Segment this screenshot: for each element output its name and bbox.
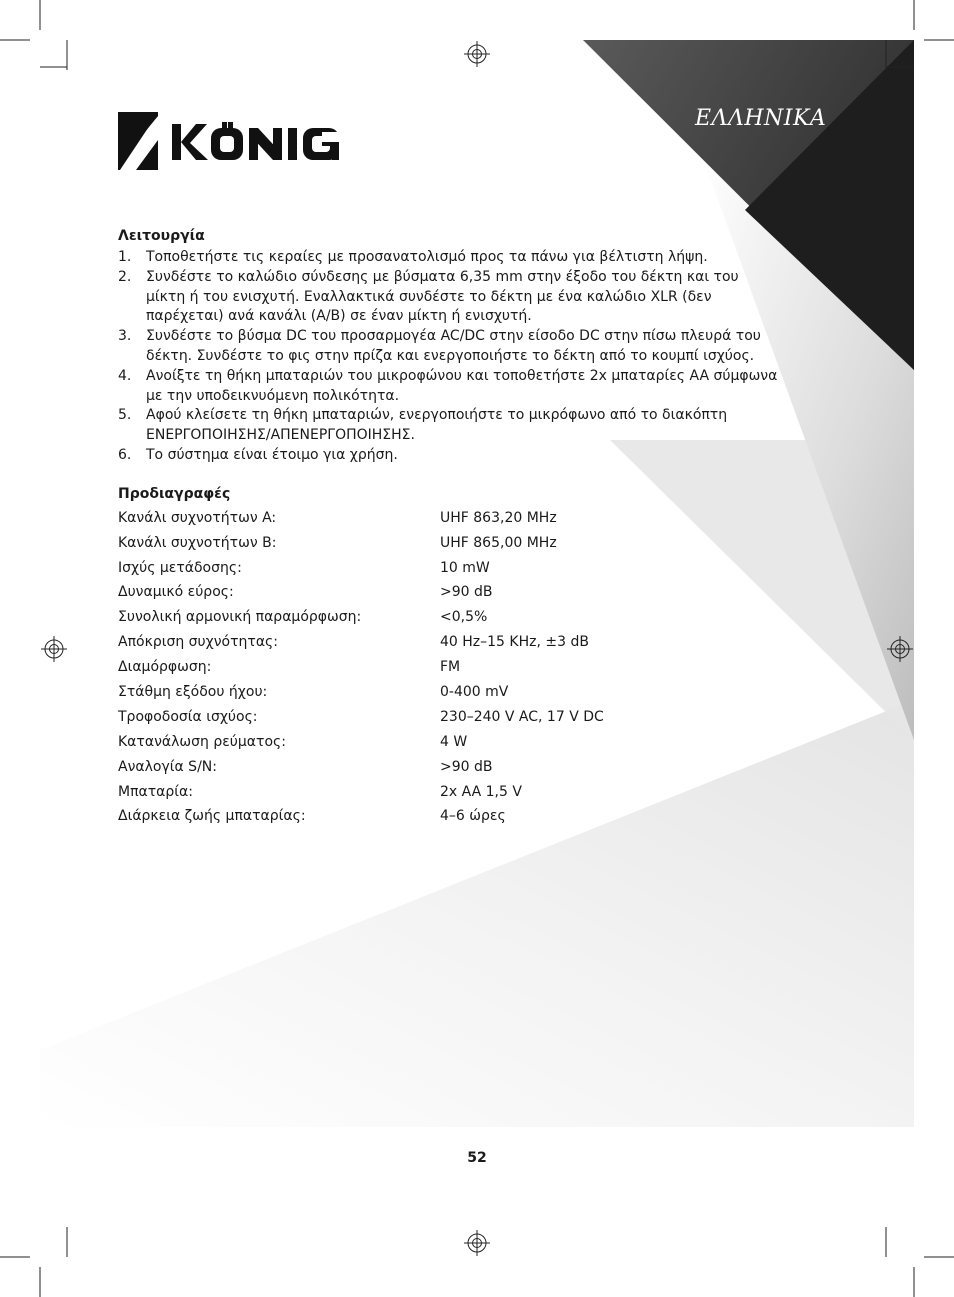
operation-heading: Λειτουργία xyxy=(118,228,205,244)
spec-label: Κανάλι συχνοτήτων A: xyxy=(118,509,277,526)
table-row xyxy=(118,680,778,705)
step-number: 2. xyxy=(118,268,132,285)
specifications-table xyxy=(118,506,778,830)
step-text: Αφού κλείσετε τη θήκη μπαταριών, ενεργοποιήστε το μικρόφωνο από το διακόπτη ΕΝΕΡΓΟΠΟΙΗΣΗΣ/ΑΠΕΝΕΡΓΟΠΟΙΗΣΗΣ. xyxy=(146,407,728,444)
konig-logo xyxy=(118,112,343,172)
registration-mark-bottom xyxy=(464,1230,490,1256)
spec-value: 10 mW xyxy=(440,559,490,576)
table-row xyxy=(118,705,778,730)
spec-value: UHF 863,20 MHz xyxy=(440,509,557,526)
step-text: Συνδέστε το βύσμα DC του προσαρμογέα AC/DC στην είσοδο DC στην πίσω πλευρά του δέκτη. Συνδέστε το φις στην πρίζα και ενεργοποιήστε το δέκτη από το κουμπί ισχύος. xyxy=(146,328,761,364)
spec-label: Δυναμικό εύρος: xyxy=(118,584,234,601)
list-item xyxy=(118,327,778,367)
registration-mark-top xyxy=(464,41,490,67)
spec-label: Τροφοδοσία ισχύος: xyxy=(118,708,258,725)
spec-value: 0-400 mV xyxy=(440,684,509,700)
spec-value: 4–6 ώρες xyxy=(440,808,506,825)
spec-value: 2x AA 1,5 V xyxy=(440,783,522,800)
step-text: Ανοίξτε τη θήκη μπαταριών του μικροφώνου και τοποθετήστε 2x μπαταρίες AA σύμφωνα με την υποδεικνυόμενη πολικότητα. xyxy=(146,367,778,404)
list-item xyxy=(118,248,778,268)
step-number: 6. xyxy=(118,446,132,463)
spec-value: UHF 865,00 MHz xyxy=(440,534,557,551)
step-text: Το σύστημα είναι έτοιμο για χρήση. xyxy=(146,446,398,463)
spec-label: Αναλογία S/N: xyxy=(118,758,217,775)
spec-label: Μπαταρία: xyxy=(118,783,193,800)
spec-value: <0,5% xyxy=(440,609,488,626)
table-row xyxy=(118,804,778,829)
spec-label: Διάρκεια ζωής μπαταρίας: xyxy=(118,808,306,825)
spec-value: >90 dB xyxy=(440,758,493,775)
table-row xyxy=(118,580,778,605)
list-item xyxy=(118,446,778,466)
table-row xyxy=(118,755,778,780)
spec-value: 40 Hz–15 KHz, ±3 dB xyxy=(440,634,589,651)
table-row xyxy=(118,655,778,680)
specifications-heading: Προδιαγραφές xyxy=(118,485,231,502)
main-content xyxy=(118,224,778,829)
table-row xyxy=(118,556,778,581)
spec-value: 230–240 V AC, 17 V DC xyxy=(440,708,604,725)
language-label: ΕΛΛΗΝΙΚΑ xyxy=(695,106,827,131)
step-number: 1. xyxy=(118,249,132,265)
step-text: Συνδέστε το καλώδιο σύνδεσης με βύσματα 6,35 mm στην έξοδο του δέκτη και του μίκτη ή του ενισχυτή. Εναλλακτικά συνδέστε το δέκτη με ένα καλώδιο XLR (δεν παρέχεται) ανά κανάλι (A/B) σε έναν μίκτη ή ενισχυτή. xyxy=(146,268,739,325)
registration-mark-left xyxy=(41,636,67,662)
spec-label: Απόκριση συχνότητας: xyxy=(118,634,278,651)
step-number: 3. xyxy=(118,328,132,345)
table-row xyxy=(118,506,778,531)
spec-label: Κατανάλωση ρεύματος: xyxy=(118,733,286,750)
table-row xyxy=(118,780,778,805)
list-item xyxy=(118,268,778,327)
spec-label: Ισχύς μετάδοσης: xyxy=(118,559,242,576)
spec-value: >90 dB xyxy=(440,584,493,601)
list-item xyxy=(118,367,778,407)
step-text: Τοποθετήστε τις κεραίες με προσανατολισμό προς τα πάνω για βέλτιστη λήψη. xyxy=(146,249,708,265)
spec-label: Κανάλι συχνοτήτων B: xyxy=(118,534,277,551)
spec-label: Διαμόρφωση: xyxy=(118,659,212,676)
page-number: 52 xyxy=(467,1150,487,1166)
operation-steps xyxy=(118,248,778,466)
table-row xyxy=(118,730,778,755)
spec-value: 4 W xyxy=(440,733,468,750)
table-row xyxy=(118,531,778,556)
table-row xyxy=(118,630,778,655)
table-row xyxy=(118,605,778,630)
spec-label: Συνολική αρμονική παραμόρφωση: xyxy=(118,609,362,626)
step-number: 5. xyxy=(118,407,132,424)
spec-label: Στάθμη εξόδου ήχου: xyxy=(118,684,268,700)
list-item xyxy=(118,406,778,446)
step-number: 4. xyxy=(118,367,132,384)
spec-value: FM xyxy=(440,659,461,676)
